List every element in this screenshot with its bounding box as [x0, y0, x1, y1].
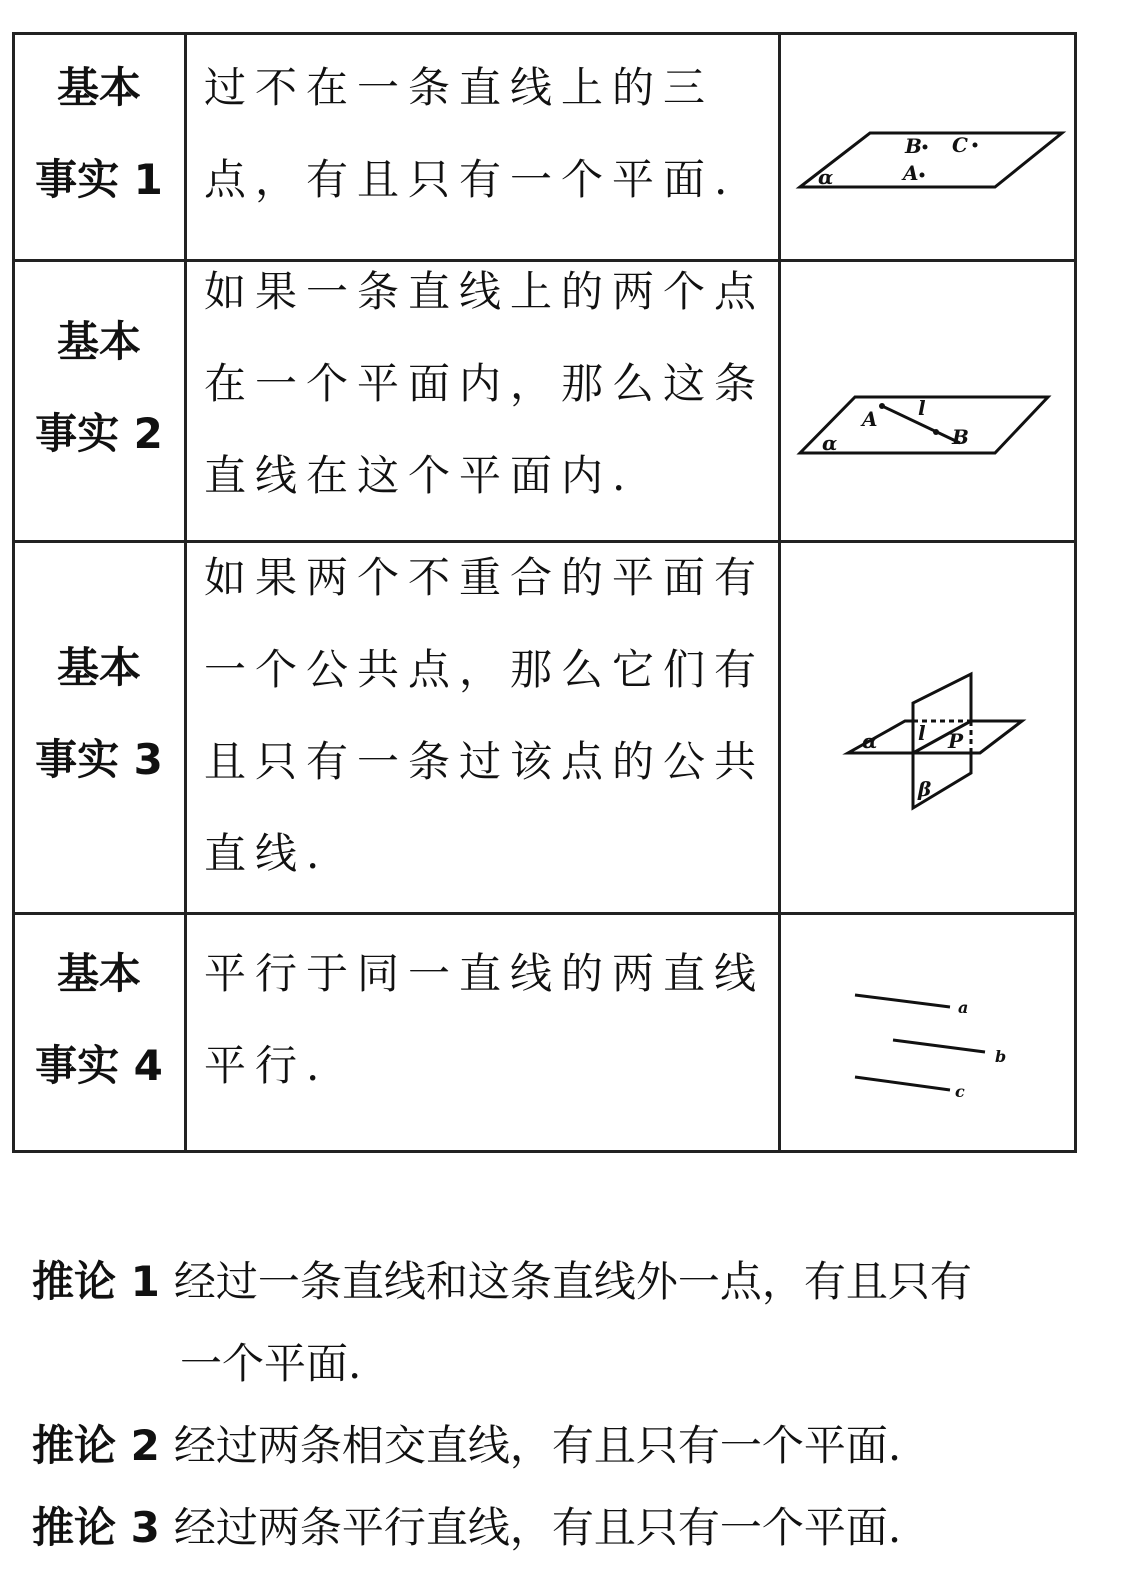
corollary-label: 推论 2	[32, 1421, 160, 1470]
fig-label: B	[905, 134, 922, 158]
label-line: 基本	[56, 63, 141, 112]
fig-label: c	[955, 1082, 965, 1101]
fig-label: α	[822, 431, 838, 455]
figure-plane-three-points	[800, 133, 1062, 187]
corollary	[32, 1240, 972, 1324]
corollary-text: 经过两条平行直线，有且只有一个平面.	[173, 1503, 902, 1552]
label-line: 基本	[56, 949, 141, 998]
fig-label: B	[952, 425, 969, 449]
corollary-label: 推论 1	[32, 1257, 160, 1306]
fig-label: β	[918, 777, 932, 801]
fact-text: 平行于同一直线的两直线平行.	[204, 949, 766, 1090]
fig-label: α	[818, 165, 834, 189]
fig-label: α	[862, 729, 878, 753]
corollary	[32, 1486, 901, 1570]
fig-label: a	[958, 998, 969, 1017]
fig-label: P	[948, 729, 964, 753]
label-line: 事实 3	[35, 735, 163, 784]
corollary-text: 经过一条直线和这条直线外一点，有且只有	[173, 1257, 972, 1306]
fact-text: 如果两个不重合的平面有一个公共点，那么它们有且只有一条过该点的公共直线.	[204, 553, 766, 878]
fig-label: C	[952, 133, 968, 157]
label-line: 基本	[56, 643, 141, 692]
fig-label: l	[918, 396, 926, 420]
label-line: 基本	[56, 317, 141, 366]
label-line: 事实 1	[35, 155, 163, 204]
fact-text: 过不在一条直线上的三点，有且只有一个平面.	[204, 63, 737, 204]
corollary	[32, 1404, 901, 1488]
fig-label: A	[903, 161, 919, 185]
fig-label: b	[995, 1047, 1007, 1066]
label-line: 事实 2	[35, 409, 163, 458]
fig-label: l	[918, 721, 926, 745]
fact-text: 如果一条直线上的两个点在一个平面内，那么这条直线在这个平面内.	[204, 267, 766, 500]
corollary-text: 经过两条相交直线，有且只有一个平面.	[173, 1421, 902, 1470]
corollary-continuation: 一个平面.	[180, 1339, 362, 1388]
label-line: 事实 4	[35, 1041, 163, 1090]
fig-label: A	[862, 407, 878, 431]
corollary-label: 推论 3	[32, 1503, 160, 1552]
